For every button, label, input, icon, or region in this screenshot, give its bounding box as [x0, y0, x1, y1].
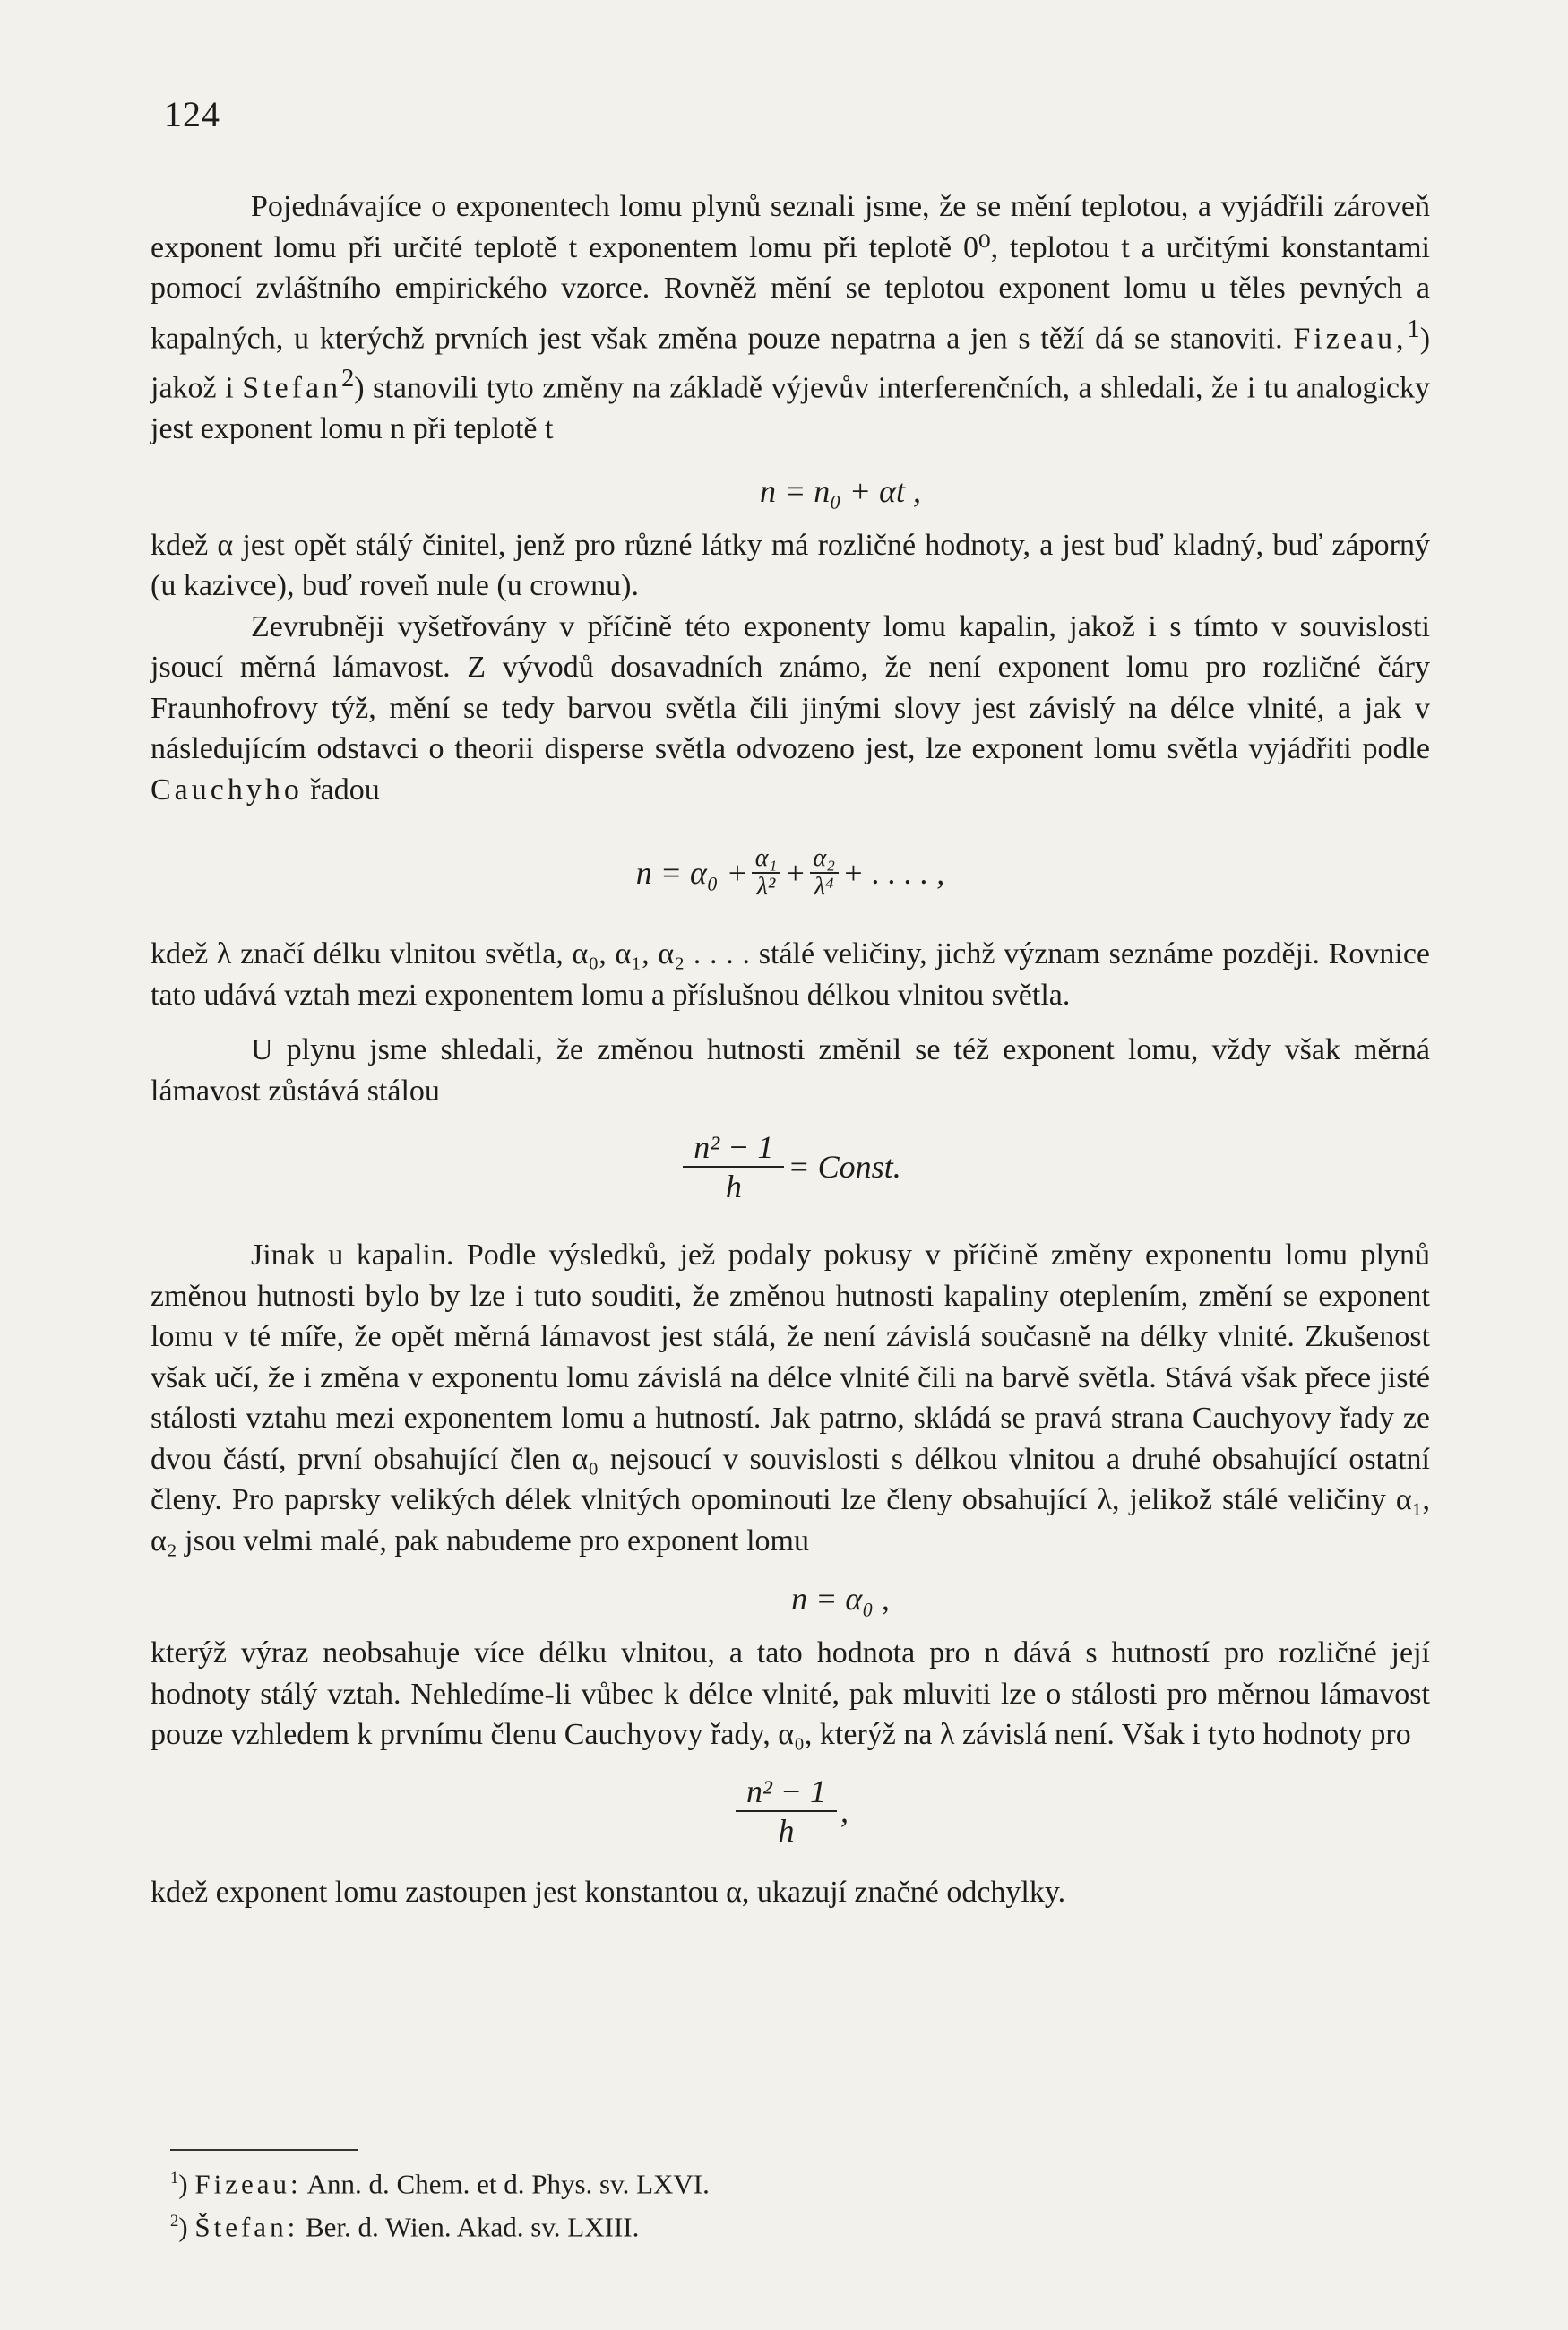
footnote-1-name: Fizeau: [194, 2168, 302, 2200]
equation-4: n = α₀ , [791, 1581, 890, 1618]
footnote-2-text: Ber. d. Wien. Akad. sv. LXIII. [305, 2211, 640, 2243]
footnote-2-mark: 2 [170, 2212, 179, 2231]
equation-2-den-1: λ² [752, 872, 780, 901]
equation-2-num-2: α₂ [813, 844, 835, 873]
equation-3-rhs: = Const. [788, 1149, 901, 1186]
equation-2-den-2: λ⁴ [810, 872, 839, 901]
author-fizeau: Fizeau, [1293, 321, 1408, 355]
footnote-1: $^1$) Fizeau: Ann. d. Chem. et d. Phys. sv. LXVI. [170, 2168, 710, 2200]
author-stefan: Stefan [242, 371, 342, 405]
paragraph-5: U plynu jsme shledali, že změnou hutnosti změnil se též exponent lomu, vždy však měrná lámavost zůstává stálou [151, 1033, 1430, 1108]
paragraph-4: kdež λ značí délku vlnitou světla, α₀, α₁, α₂ . . . . stálé veličiny, jichž význam seznáme později. Rovnice tato udává vztah mezi exponentem lomu a příslušnou délkou vlnitou světla. [151, 937, 1430, 1012]
paragraph-3-end: řadou [310, 772, 380, 807]
equation-5-den: h [736, 1810, 837, 1850]
paragraph-3 [151, 607, 1430, 811]
footnotes [170, 2160, 1245, 2247]
main-text [151, 186, 1430, 1912]
footnote-ref-1: 1 [1407, 315, 1420, 343]
paragraph-2: kdež α jest opět stálý činitel, jenž pro různé látky má rozličné hodnoty, a jest buď kladný, buď záporný (u kazivce), buď roveň nule (u crownu). [151, 528, 1430, 603]
paragraph-1 [151, 186, 1430, 450]
equation-5-frac [736, 1773, 837, 1850]
footnote-1-text: Ann. d. Chem. et d. Phys. sv. LXVI. [306, 2168, 710, 2200]
paragraph-1-mid: ) jakož i [151, 321, 1431, 405]
paragraph-6: Jinak u kapalin. Podle výsledků, jež podaly pokusy v příčině změny exponentu lomu plynů změnou hutnosti bylo by lze i tuto souditi, že změnou hutnosti kapaliny oteplením, změní se exponent lomu v té míře, že opět měrná lámavost jest stálá, že není závislá současně na délky vlnité. Zkušenost však učí, že i změna v exponentu lomu závislá na délce vlnité čili na barvě světla. Stává však přece jisté stálosti vztahu mezi exponentem lomu a hutností. Jak patrno, skládá se pravá strana Cauchyovy řady ze dvou částí, první obsahující člen α₀ nejsoucí v souvislosti s délkou vlnitou a druhé obsahující ostatní členy. Pro paprsky velikých délek vlnitých opominouti lze členy obsahující λ, jelikož stálé veličiny α₁, α₂ jsou velmi malé, pak nabudeme pro exponent lomu [151, 1238, 1430, 1558]
page-number: 124 [164, 94, 220, 134]
footnote-2: $^2$) Štefan: Ber. d. Wien. Akad. sv. LXIII. [170, 2211, 640, 2243]
paragraph-7: kterýž výraz neobsahuje více délku vlnitou, a tato hodnota pro n dává s hutností pro rozličné její hodnoty stálý vztah. Nehledíme-li vůbec k délce vlnité, pak mluviti lze o stálosti pro měrnou lámavost pouze vzhledem k prvnímu členu Cauchyovy řady, α₀, kterýž na λ závislá není. Však i tyto hodnoty pro [151, 1636, 1430, 1752]
equation-5 [151, 1761, 1430, 1861]
paragraph-8: kdež exponent lomu zastoupen jest konstantou α, ukazují značné odchylky. [151, 1875, 1066, 1909]
equation-5-num: n² − 1 [745, 1773, 827, 1809]
equation-5-tail: , [840, 1792, 849, 1829]
equation-1: n = n₀ + αt , [760, 472, 921, 509]
author-cauchy: Cauchyho [151, 772, 303, 807]
equation-2 [151, 823, 1430, 923]
equation-2-frac-2 [810, 845, 839, 901]
paragraph-3-text: Zevrubněji vyšetřovány v příčině této exponenty lomu kapalin, jakož i s tímto v souvislosti jsoucí měrná lámavost. Z vývodů dosavadních známo, že není exponent lomu pro rozličné čáry Fraunhofrovy týž, mění se tedy barvou světla čili jinými slovy jest závislý na délce vlnité, a jak v následujícím odstavci o theorii disperse světla odvozeno jest, lze exponent lomu světla vyjádřiti podle [151, 609, 1430, 766]
footnote-divider [170, 2149, 358, 2151]
equation-2-plus: + [784, 855, 806, 892]
equation-3 [151, 1117, 1430, 1217]
paragraph-1-text: Pojednávajíce o exponentech lomu plynů seznali jsme, že se mění teplotou, a vyjádřili zároveň exponent lomu při určité teplotě t exponentem lomu při teplotě 0⁰, teplotou t a určitými konstantami pomocí zvláštního empirického vzorce. Rovněž mění se teplotou exponent lomu u těles pevných a kapalných, u kterýchž prvních jest však změna pouze nepatrna a jen s těží dá se stanoviti. [151, 190, 1430, 355]
equation-2-num-1: α₁ [754, 844, 778, 873]
equation-3-frac [683, 1128, 784, 1205]
paragraph-1-rest: ) stanovili tyto změny na základě výjevův interferenčních, a shledali, že i tu analogicky jest exponent lomu n při teplotě t [151, 371, 1430, 446]
footnote-ref-2: 2 [341, 365, 355, 393]
equation-2-frac-1 [752, 845, 780, 901]
equation-2-tail: + . . . . , [841, 855, 945, 892]
equation-3-num: n² − 1 [694, 1129, 774, 1166]
footnote-1-mark: 1 [170, 2169, 179, 2188]
equation-2-lhs: n = α₀ + [635, 855, 748, 892]
footnote-2-name: Štefan: [194, 2211, 299, 2243]
equation-3-den: h [683, 1166, 784, 1205]
